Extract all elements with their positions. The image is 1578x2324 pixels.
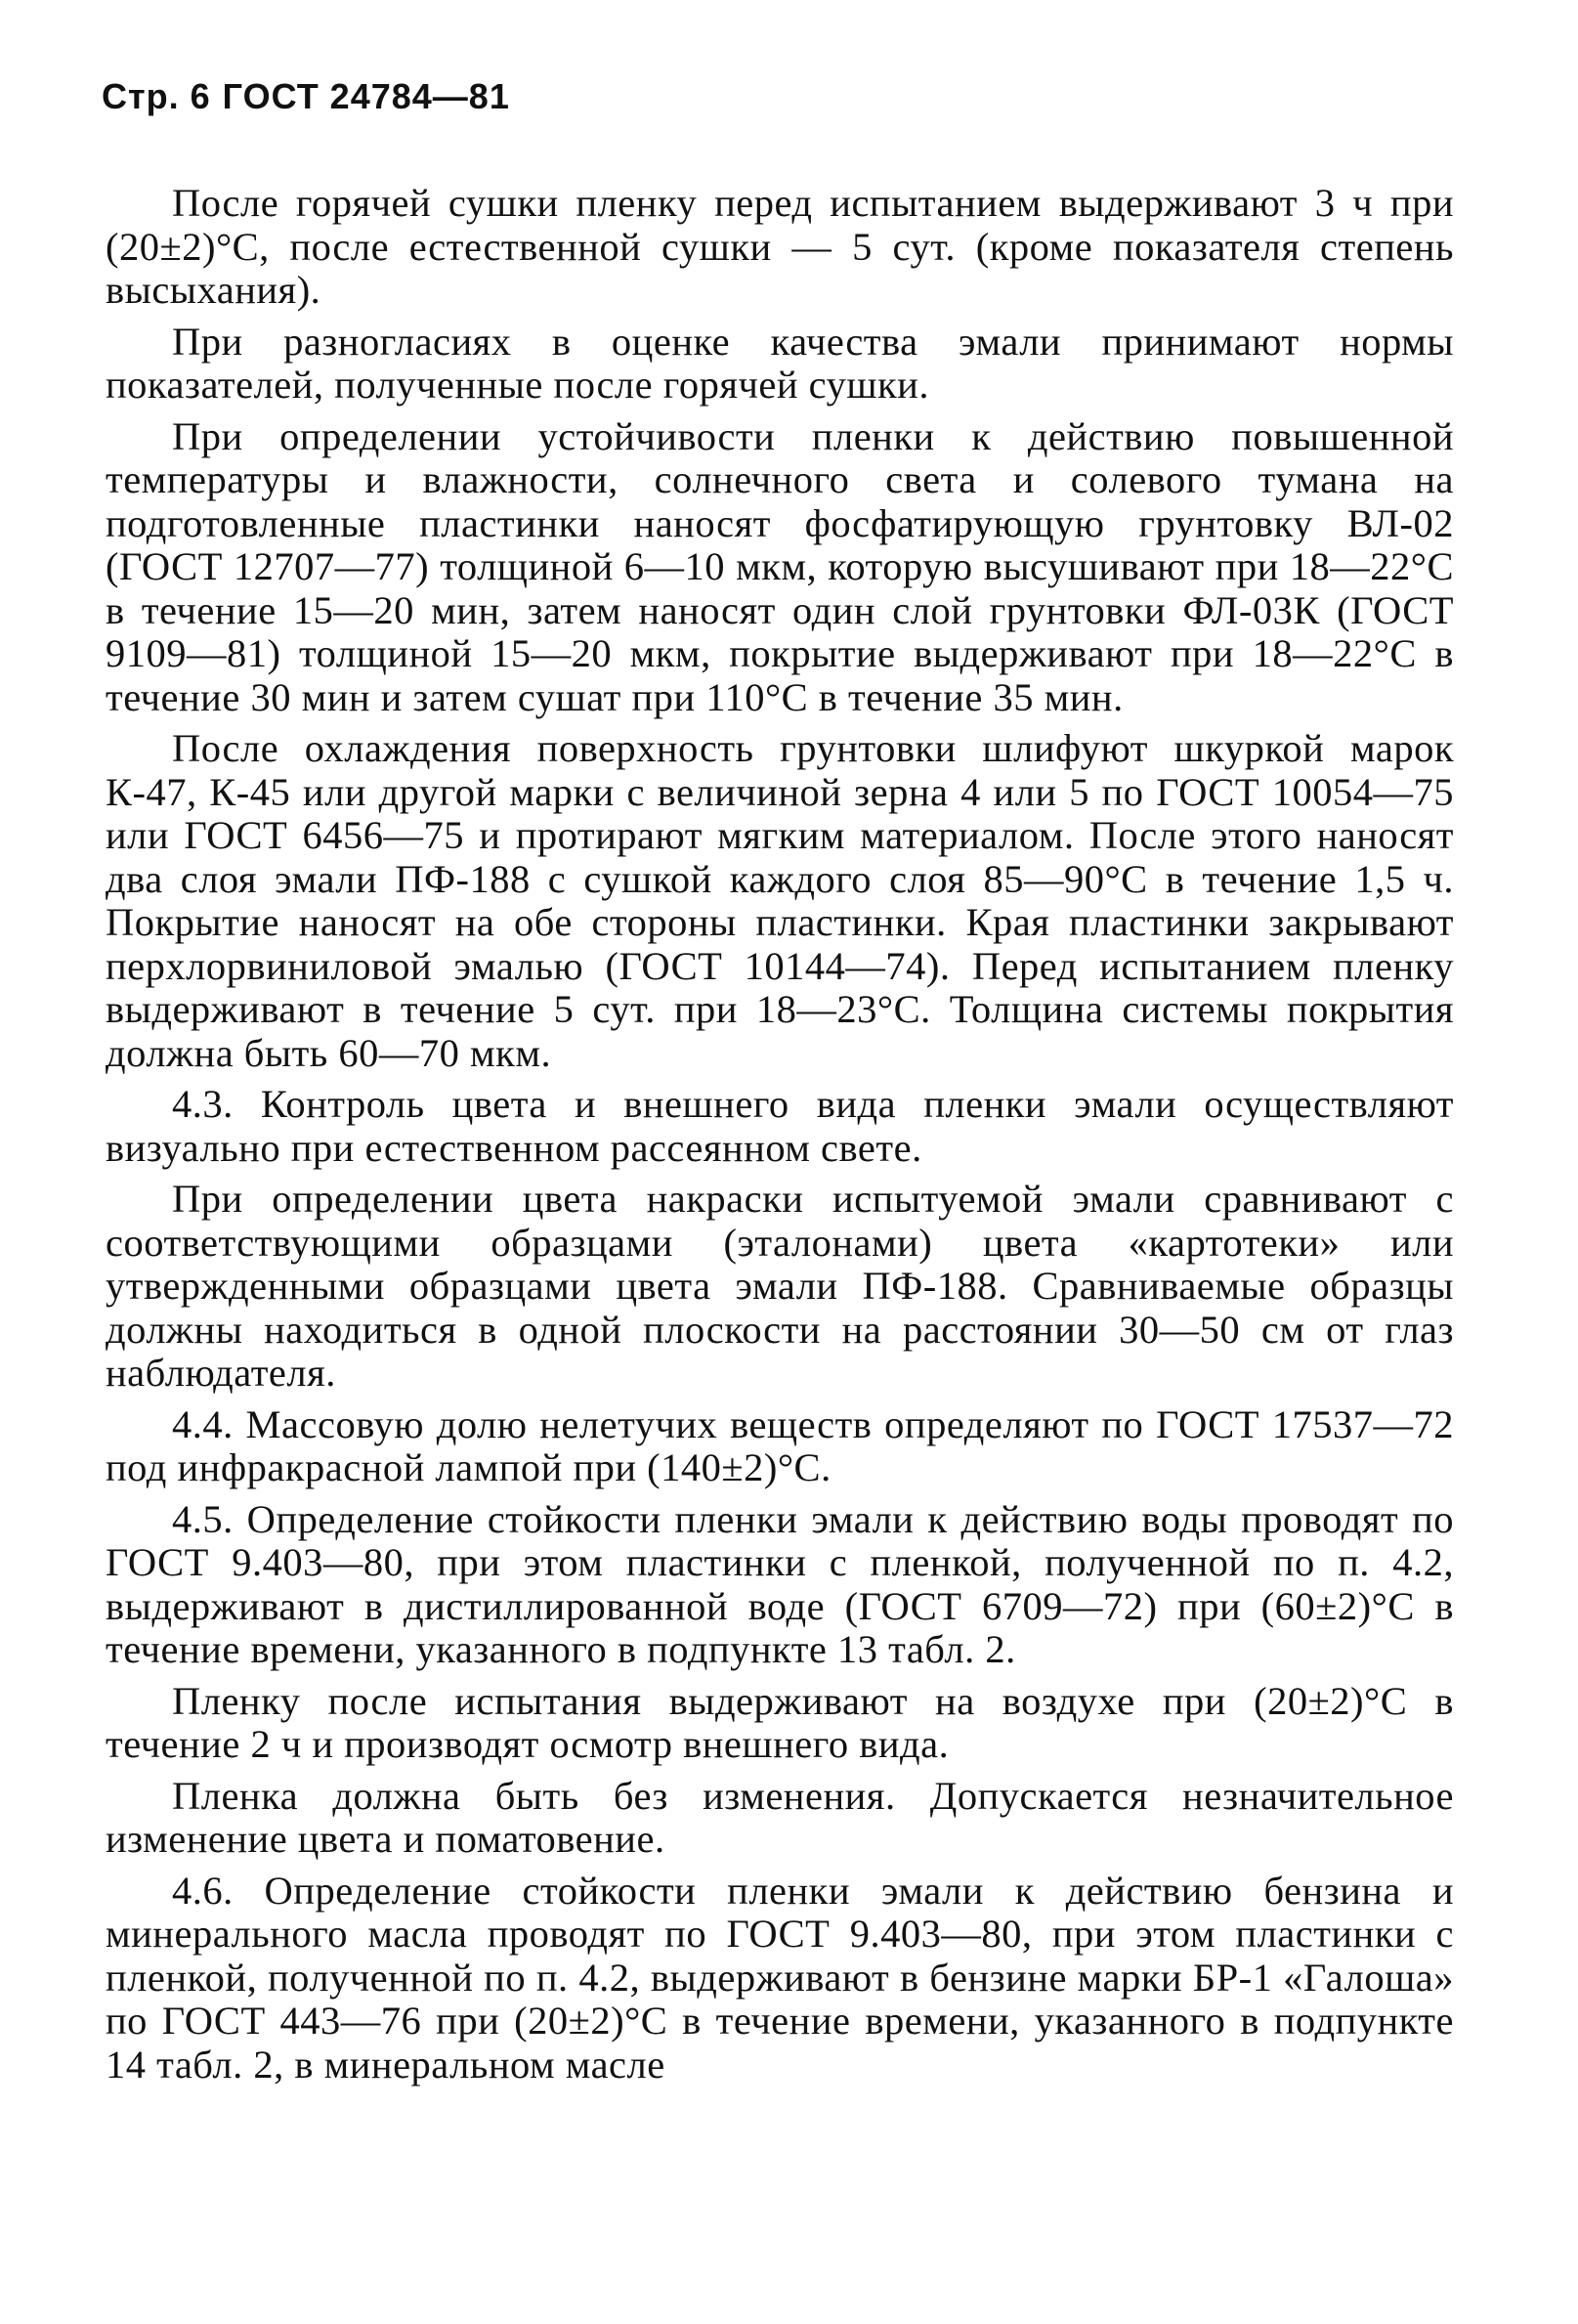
paragraph-4-6-gasoline-oil: 4.6. Определение стойкости пленки эмали к действию бензина и минерального масла проводят по ГОСТ 9.403—80, при этом пластинки с пленкой, полученной по п. 4.2, выдерживают в бензине марки БР-1 «Галоша» по ГОСТ 443—76 при (20±2)°С в течение времени, указанного в подпункте 14 табл. 2, в минеральном масле <box>106 1868 1454 2087</box>
standard-code: ГОСТ 24784—81 <box>222 76 510 116</box>
paragraph-primer-preparation: При определении устойчивости пленки к действию повышенной температуры и влажности, солнечного света и солевого тумана на подготовленные пластинки наносят фосфатирующую грунтовку ВЛ-02 (ГОСТ 12707—77) толщиной 6—10 мкм, которую высушивают при 18—22°С в течение 15—20 мин, затем наносят один слой грунтовки ФЛ-03К (ГОСТ 9109—81) толщиной 15—20 мкм, покрытие выдерживают при 18—22°С в течение 30 мин и затем сушат при 110°С в течение 35 мин. <box>106 413 1454 719</box>
page-header <box>102 76 510 117</box>
paragraph-4-5-water-resistance: 4.5. Определение стойкости пленки эмали к действию воды проводят по ГОСТ 9.403—80, при этом пластинки с пленкой, полученной по п. 4.2, выдерживают в дистиллированной воде (ГОСТ 6709—72) при (60±2)°С в течение времени, указанного в подпункте 13 табл. 2. <box>106 1496 1454 1671</box>
paragraph-color-comparison: При определении цвета накраски испытуемой эмали сравнивают с соответствующими образцами (эталонами) цвета «картотеки» или утвержденными образцами цвета эмали ПФ-188. Сравниваемые образцы должны находиться в одной плоскости на расстоянии 30—50 см от глаз наблюдателя. <box>106 1177 1454 1395</box>
paragraph-after-test-air: Пленку после испытания выдерживают на воздухе при (20±2)°С в течение 2 ч и производят осмотр внешнего вида. <box>106 1678 1454 1766</box>
paragraph-film-unchanged: Пленка должна быть без изменения. Допускается незначительное изменение цвета и поматовение. <box>106 1773 1454 1861</box>
paragraph-hot-drying: После горячей сушки пленку перед испытанием выдерживают 3 ч при (20±2)°С, после естественной сушки — 5 сут. (кроме показателя степень высыхания). <box>106 181 1454 312</box>
paragraph-sanding-and-coating: После охлаждения поверхность грунтовки шлифуют шкуркой марок К-47, К-45 или другой марки с величиной зерна 4 или 5 по ГОСТ 10054—75 или ГОСТ 6456—75 и протирают мягким материалом. После этого наносят два слоя эмали ПФ-188 с сушкой каждого слоя 85—90°С в течение 1,5 ч. Покрытие наносят на обе стороны пластинки. Края пластинки закрывают перхлорвиниловой эмалью (ГОСТ 10144—74). Перед испытанием пленку выдерживают в течение 5 сут. при 18—23°С. Толщина системы покрытия должна быть 60—70 мкм. <box>106 726 1454 1075</box>
paragraph-4-4-nonvolatile: 4.4. Массовую долю нелетучих веществ определяют по ГОСТ 17537—72 под инфракрасной лампой при (140±2)°С. <box>106 1401 1454 1489</box>
page-number: Стр. 6 <box>102 76 211 116</box>
paragraph-4-3-color-control: 4.3. Контроль цвета и внешнего вида пленки эмали осуществляют визуально при естественном рассеянном свете. <box>106 1082 1454 1170</box>
paragraph-disagreements: При разногласиях в оценке качества эмали принимают нормы показателей, полученные после горячей сушки. <box>106 319 1454 407</box>
body-text <box>106 182 1454 2094</box>
